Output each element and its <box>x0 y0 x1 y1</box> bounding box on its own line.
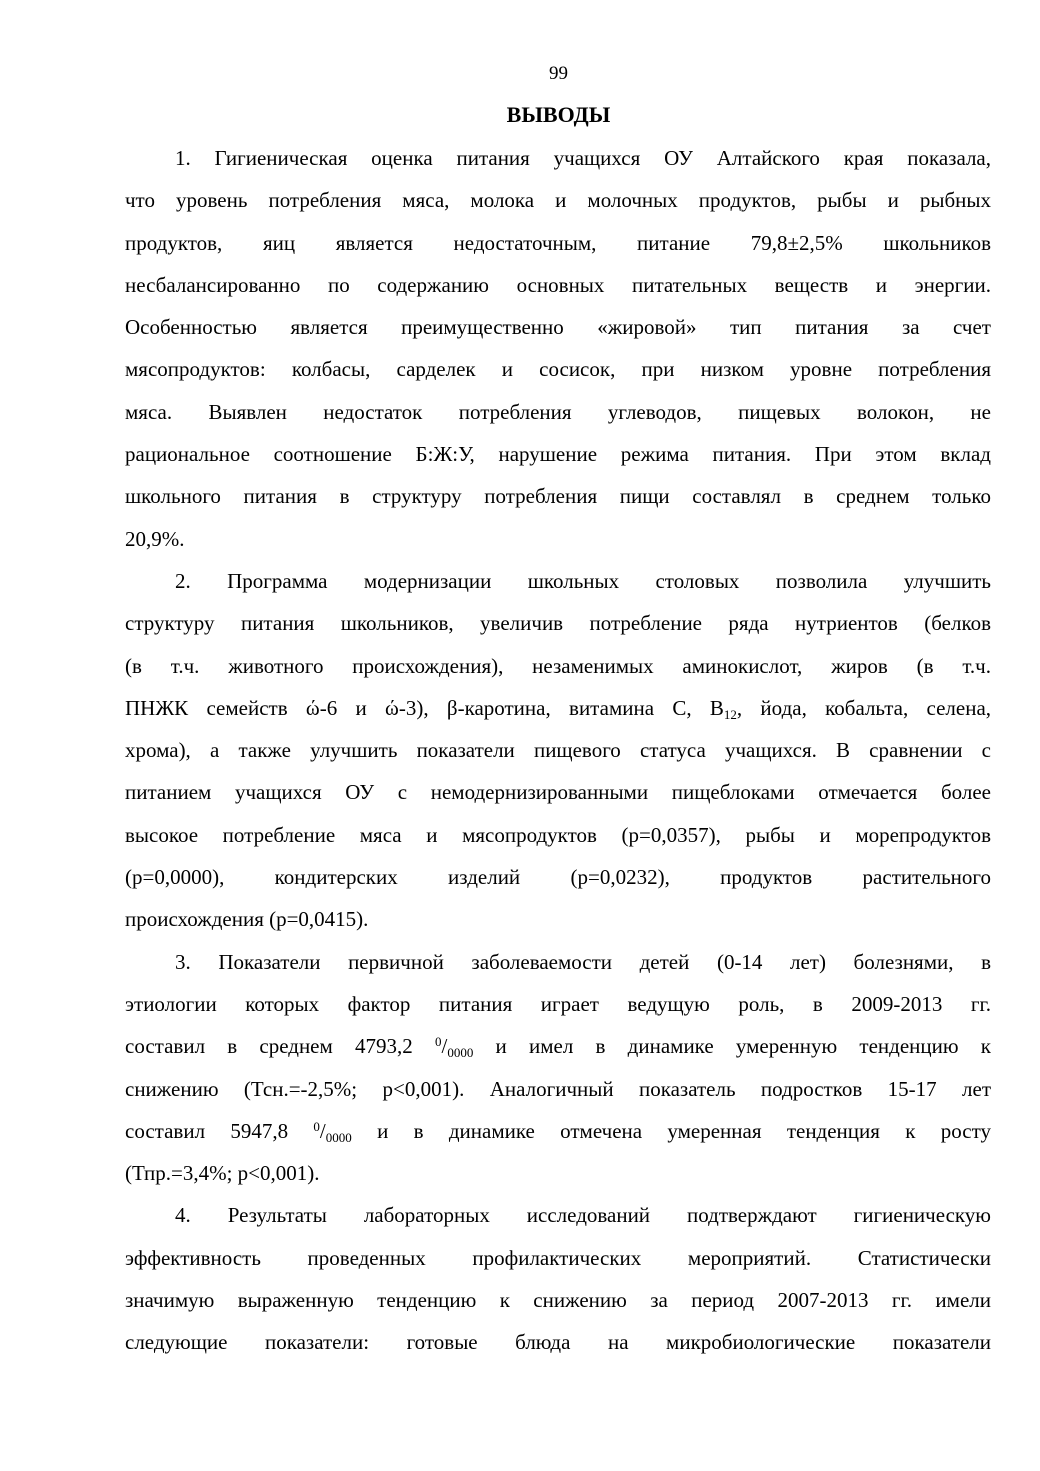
paragraph-2 <box>125 560 991 941</box>
paragraph-1 <box>125 137 991 560</box>
text-run: и имел в динамике умеренную тенденцию к <box>473 1034 991 1059</box>
text-line: (Тпр.=3,4%; р<0,001). <box>125 1161 320 1186</box>
text-line: эффективность проведенных профилактических мероприятий. Статистически <box>125 1245 991 1270</box>
text-run: ПНЖК семейств ώ-6 и ώ-3), β-каротина, витамина С, В <box>125 695 724 720</box>
text-line: питанием учащихся ОУ с немодернизированными пищеблоками отмечается более <box>125 780 991 805</box>
text-line: продуктов, яиц является недостаточным, питание 79,8±2,5% школьников <box>125 230 991 255</box>
subscript: 12 <box>723 706 737 722</box>
text-line: мясопродуктов: колбасы, сарделек и сосисок, при низком уровне потребления <box>125 357 991 382</box>
text-line: что уровень потребления мяса, молока и молочных продуктов, рыбы и рыбных <box>125 188 991 213</box>
subscript: 0000 <box>325 1129 352 1145</box>
text-line: этиологии которых фактор питания играет ведущую роль, в 2009-2013 гг. <box>125 991 991 1016</box>
fraction-slash: / <box>441 1034 448 1059</box>
text-line <box>125 1025 991 1067</box>
text-line: рациональное соотношение Б:Ж:У, нарушение режима питания. При этом вклад <box>125 442 991 467</box>
text-line: 20,9%. <box>125 526 185 551</box>
text-line: хрома), а также улучшить показатели пищевого статуса учащихся. В сравнении с <box>125 738 991 763</box>
text-line: снижению (Тсн.=-2,5%; р<0,001). Аналогичный показатель подростков 15-17 лет <box>125 1076 991 1101</box>
text-line: следующие показатели: готовые блюда на микробиологические показатели <box>125 1330 991 1355</box>
section-heading: ВЫВОДЫ <box>506 102 611 127</box>
superscript: 0 <box>313 1118 320 1134</box>
text-line <box>125 687 991 729</box>
text-line: школьного питания в структуру потребления пищи составлял в среднем только <box>125 484 991 509</box>
text-line: (р=0,0000), кондитерских изделий (р=0,0232), продуктов растительного <box>125 865 991 890</box>
text-line: структуру питания школьников, увеличив потребление ряда нутриентов (белков <box>125 611 991 636</box>
text-line: высокое потребление мяса и мясопродуктов (р=0,0357), рыбы и морепродуктов <box>125 822 991 847</box>
text-run: составил в среднем 4793,2 <box>125 1034 435 1059</box>
text-line: 1. Гигиеническая оценка питания учащихся ОУ Алтайского края показала, <box>175 146 991 170</box>
text-run: , йода, кобальта, селена, <box>736 695 992 720</box>
text-run: составил 5947,8 <box>125 1118 314 1143</box>
page-number: 99 <box>549 63 568 84</box>
text-line: мяса. Выявлен недостаток потребления углеводов, пищевых волокон, не <box>125 399 991 424</box>
document-body <box>125 137 991 1364</box>
text-line: происхождения (р=0,0415). <box>125 907 369 932</box>
fraction-slash: / <box>319 1118 326 1143</box>
text-line: значимую выраженную тенденцию к снижению за период 2007-2013 гг. имели <box>125 1288 991 1313</box>
text-line: несбалансированно по содержанию основных питательных веществ и энергии. <box>125 272 991 297</box>
text-line <box>125 1110 991 1152</box>
paragraph-4 <box>125 1194 991 1363</box>
text-run: и в динамике отмечена умеренная тенденция к росту <box>351 1118 991 1143</box>
superscript: 0 <box>434 1034 442 1050</box>
text-line: (в т.ч. животного происхождения), незаменимых аминокислот, жиров (в т.ч. <box>125 653 991 678</box>
text-line: 2. Программа модернизации школьных столовых позволила улучшить <box>175 568 991 593</box>
text-line: Особенностью является преимущественно «жировой» тип питания за счет <box>125 315 991 340</box>
subscript: 0000 <box>447 1045 474 1061</box>
paragraph-3 <box>125 941 991 1195</box>
text-line: 4. Результаты лабораторных исследований подтверждают гигиеническую <box>175 1203 991 1228</box>
text-line: 3. Показатели первичной заболеваемости детей (0-14 лет) болезнями, в <box>175 949 991 974</box>
